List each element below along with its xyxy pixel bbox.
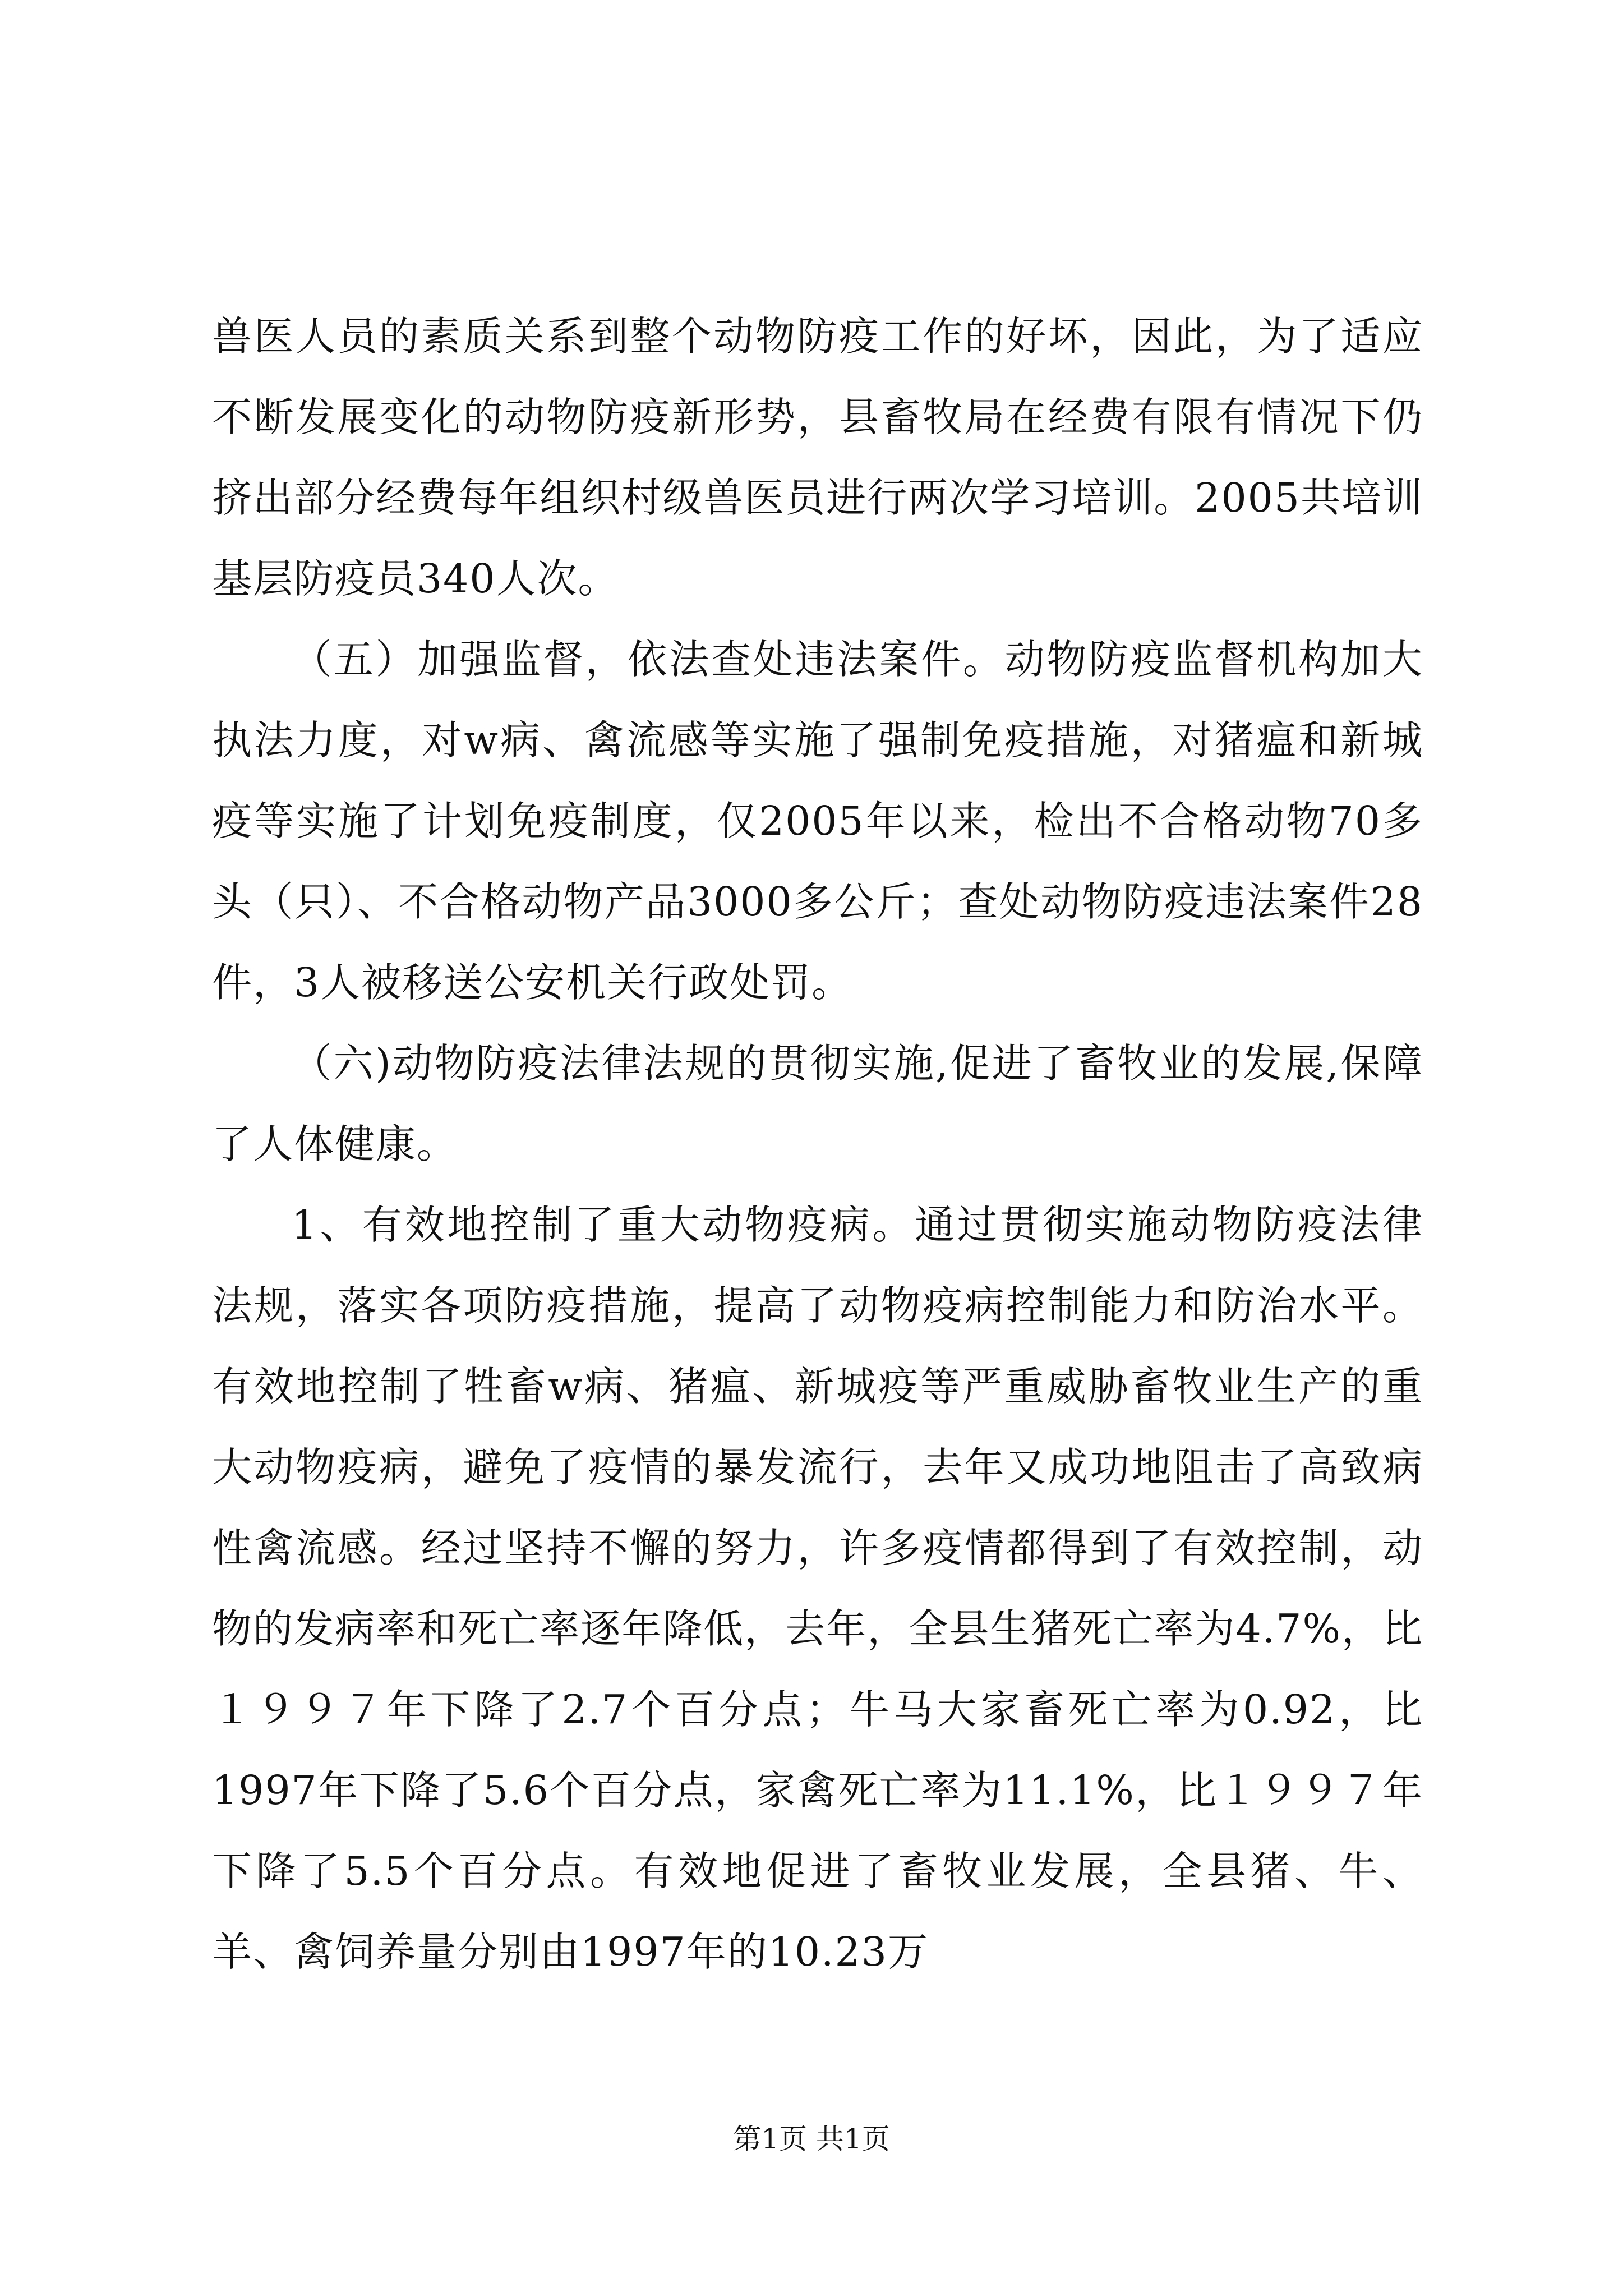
paragraph-1: 兽医人员的素质关系到整个动物防疫工作的好坏，因此，为了适应不断发展变化的动物防疫新形势，县畜牧局在经费有限有情况下仍挤出部分经费每年组织村级兽医员进行两次学习培训。2005共培训基层防疫员340人次。: [212, 313, 1423, 602]
document-body: [212, 296, 1423, 1993]
paragraph-4: 1、有效地控制了重大动物疫病。通过贯彻实施动物防疫法律法规，落实各项防疫措施，提高了动物疫病控制能力和防治水平。有效地控制了牲畜w病、猪瘟、新城疫等严重威胁畜牧业生产的重大动物疫病，避免了疫情的暴发流行，去年又成功地阻击了高致病性禽流感。经过坚持不懈的努力，许多疫情都得到了有效控制，动物的发病率和死亡率逐年降低，去年，全县生猪死亡率为4.7%，比１９９７年下降了2.7个百分点；牛马大家畜死亡率为0.92，比1997年下降了5.6个百分点，家禽死亡率为11.1%，比１９９７年下降了5.5个百分点。有效地促进了畜牧业发展，全县猪、牛、羊、禽饲养量分别由1997年的10.23万: [212, 1202, 1423, 1975]
paragraph-2: （五）加强监督，依法查处违法案件。动物防疫监督机构加大执法力度，对w病、禽流感等实施了强制免疫措施，对猪瘟和新城疫等实施了计划免疫制度，仅2005年以来，检出不合格动物70多头（只）、不合格动物产品3000多公斤；查处动物防疫违法案件28件，3人被移送公安机关行政处罚。: [212, 636, 1423, 1006]
paragraph-3: （六)动物防疫法律法规的贯彻实施,促进了畜牧业的发展,保障了人体健康。: [212, 1040, 1423, 1167]
page-footer: 第1页 共1页: [733, 2123, 890, 2155]
